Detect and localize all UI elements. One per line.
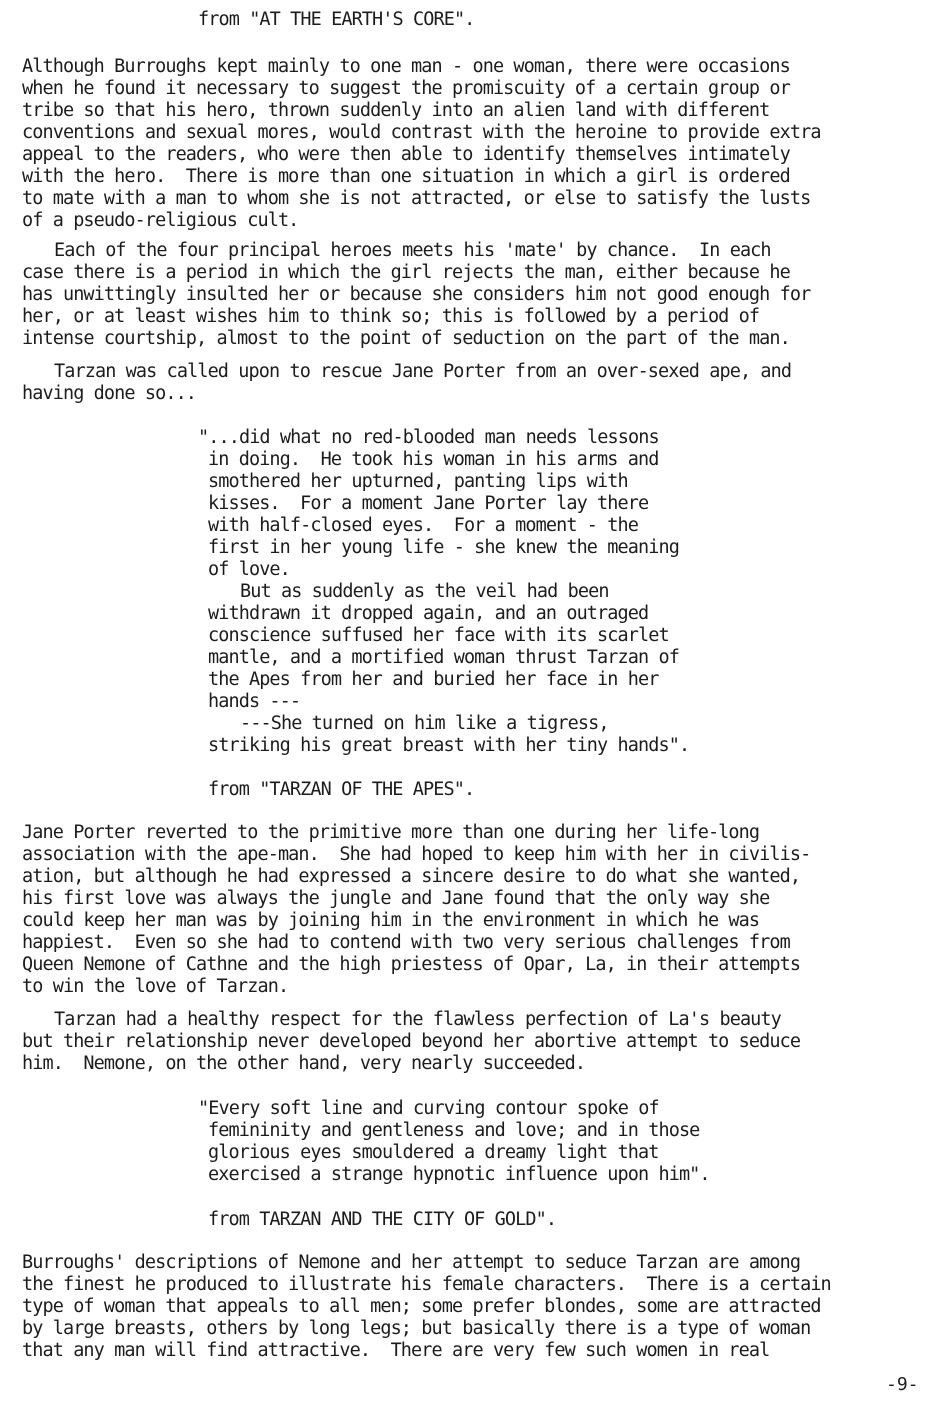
paragraph-4-line: Queen Nemone of Cathne and the high priestess of Opar, La, in their attempts [22, 954, 801, 975]
source-heading-earths-core: from "AT THE EARTH'S CORE". [198, 9, 475, 30]
paragraph-1-line: conventions and sexual mores, would contrast with the heroine to provide extra [22, 122, 821, 143]
paragraph-4-line: his first love was always the jungle and Jane found that the only way she [22, 888, 770, 909]
page-number: -9- [886, 1374, 919, 1395]
paragraph-2-line: case there is a period in which the girl rejects the man, either because he [22, 262, 790, 283]
paragraph-1-line: Although Burroughs kept mainly to one man - one woman, there were occasions [22, 56, 790, 77]
paragraph-1-line: to mate with a man to whom she is not attracted, or else to satisfy the lusts [22, 188, 811, 209]
paragraph-1-line: appeal to the readers, who were then able to identify themselves intimately [22, 144, 790, 165]
quote-line: exercised a strange hypnotic influence upon him". [208, 1164, 710, 1185]
quote-source-city-of-gold: from TARZAN AND THE CITY OF GOLD". [208, 1209, 557, 1230]
paragraph-3-line: having done so... [22, 383, 197, 404]
paragraph-4-line: happiest. Even so she had to contend with two very serious challenges from [22, 932, 790, 953]
paragraph-4-line: association with the ape-man. She had hoped to keep him with her in civilis- [22, 844, 811, 865]
paragraph-6-line: type of woman that appeals to all men; some prefer blondes, some are attracted [22, 1296, 821, 1317]
quote-line: striking his great breast with her tiny hands". [208, 735, 690, 756]
quote-source-tarzan-of-the-apes: from "TARZAN OF THE APES". [208, 779, 475, 800]
paragraph-2-line: intense courtship, almost to the point of seduction on the part of the man. [22, 328, 790, 349]
quote-line: first in her young life - she knew the meaning [208, 537, 679, 558]
quote-line: with half-closed eyes. For a moment - the [208, 515, 638, 536]
paragraph-6-line: by large breasts, others by long legs; but basically there is a type of woman [22, 1318, 811, 1339]
paragraph-3-line: Tarzan was called upon to rescue Jane Porter from an over-sexed ape, and [54, 361, 792, 382]
quote-line: conscience suffused her face with its scarlet [208, 625, 669, 646]
quote-line: the Apes from her and buried her face in her [208, 669, 659, 690]
paragraph-1-line: tribe so that his hero, thrown suddenly into an alien land with different [22, 100, 770, 121]
paragraph-4-line: Jane Porter reverted to the primitive more than one during her life-long [22, 822, 760, 843]
quote-line: glorious eyes smouldered a dreamy light that [208, 1142, 659, 1163]
paragraph-2-line: her, or at least wishes him to think so; this is followed by a period of [22, 306, 760, 327]
paragraph-5-line: him. Nemone, on the other hand, very nearly succeeded. [22, 1053, 586, 1074]
quote-line: femininity and gentleness and love; and in those [208, 1120, 700, 1141]
paragraph-1-line: when he found it necessary to suggest the promiscuity of a certain group or [22, 78, 790, 99]
quote-line: ---She turned on him like a tigress, [240, 713, 609, 734]
quote-line: withdrawn it dropped again, and an outraged [208, 603, 649, 624]
paragraph-4-line: could keep her man was by joining him in the environment in which he was [22, 910, 760, 931]
quote-line: "Every soft line and curving contour spoke of [198, 1098, 659, 1119]
quote-line: But as suddenly as the veil had been [240, 581, 609, 602]
paragraph-6-line: Burroughs' descriptions of Nemone and her attempt to seduce Tarzan are among [22, 1252, 801, 1273]
paragraph-5-line: Tarzan had a healthy respect for the flawless perfection of La's beauty [54, 1009, 781, 1030]
quote-line: in doing. He took his woman in his arms and [208, 449, 659, 470]
paragraph-6-line: the finest he produced to illustrate his female characters. There is a certain [22, 1274, 831, 1295]
paragraph-5-line: but their relationship never developed beyond her abortive attempt to seduce [22, 1031, 801, 1052]
quote-line: "...did what no red-blooded man needs lessons [198, 427, 659, 448]
paragraph-1-line: with the hero. There is more than one situation in which a girl is ordered [22, 166, 790, 187]
quote-line: hands --- [208, 691, 301, 712]
quote-line: of love. [208, 559, 290, 580]
quote-line: mantle, and a mortified woman thrust Tarzan of [208, 647, 679, 668]
paragraph-4-line: ation, but although he had expressed a sincere desire to do what she wanted, [22, 866, 801, 887]
paragraph-1-line: of a pseudo-religious cult. [22, 210, 299, 231]
quote-line: smothered her upturned, panting lips with [208, 471, 628, 492]
paragraph-2-line: has unwittingly insulted her or because she considers him not good enough for [22, 284, 811, 305]
quote-line: kisses. For a moment Jane Porter lay there [208, 493, 649, 514]
paragraph-2-line: Each of the four principal heroes meets his 'mate' by chance. In each [54, 240, 771, 261]
paragraph-4-line: to win the love of Tarzan. [22, 976, 289, 997]
paragraph-6-line: that any man will find attractive. There are very few such women in real [22, 1340, 770, 1361]
